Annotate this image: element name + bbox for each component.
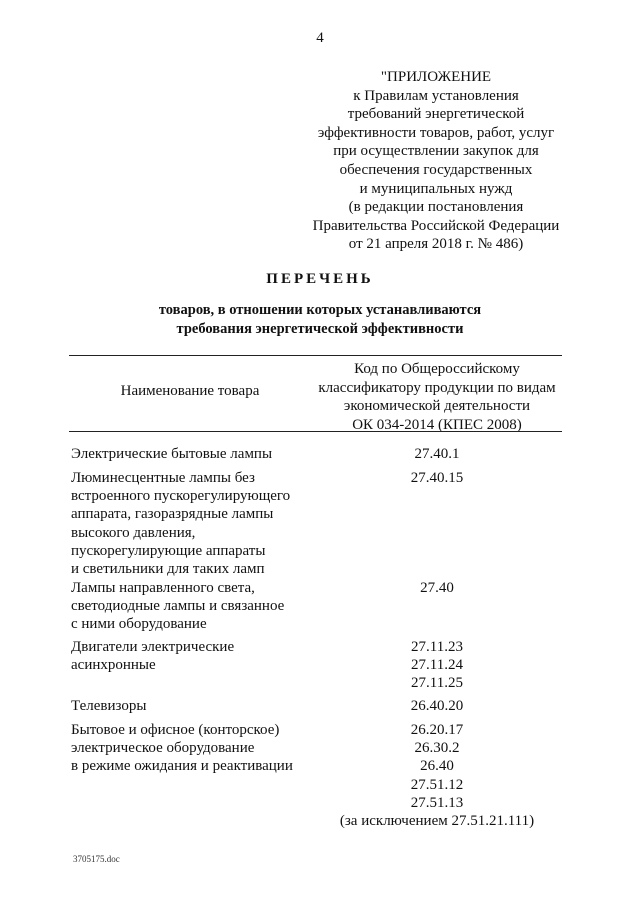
row-code: 26.40 — [420, 758, 454, 775]
column-header-code — [312, 360, 562, 434]
footer-filename: 3705175.doc — [73, 854, 120, 864]
appendix-line: Правительства Российской Федерации — [312, 217, 560, 234]
row-name-line: электрическое оборудование — [71, 740, 255, 757]
row-code: 27.51.12 — [410, 776, 464, 793]
table-row-name — [71, 697, 321, 715]
row-code: 27.51.13 — [410, 794, 464, 811]
row-code: (за исключением 27.51.21.111) — [339, 813, 535, 830]
row-code: 27.11.24 — [411, 657, 463, 674]
row-name-line: Люминесцентные лампы без — [71, 470, 255, 486]
row-name-line: светодиодные лампы и связанное — [71, 598, 285, 615]
subtitle-line: требования энергетической эффективности — [176, 320, 464, 337]
column-header-name: Наименование товара — [120, 383, 260, 399]
row-name-line: высокого давления, — [71, 524, 196, 541]
appendix-line: к Правилам установления — [353, 87, 519, 104]
subtitle-line: товаров, в отношении которых устанавливаются — [158, 302, 482, 318]
row-name-line: Бытовое и офисное (конторское) — [71, 722, 280, 738]
row-name-line: Лампы направленного света, — [71, 580, 255, 596]
appendix-line: и муниципальных нужд — [359, 180, 513, 197]
appendix-line: требований энергетической — [347, 106, 525, 123]
page-number: 4 — [316, 30, 324, 46]
table-row-codes — [312, 638, 562, 693]
row-name-line: Двигатели электрические — [71, 639, 235, 655]
row-name-line: встроенного пускорегулирующего — [71, 488, 291, 505]
appendix-line: "ПРИЛОЖЕНИЕ — [380, 69, 492, 85]
table-row-name — [71, 445, 321, 463]
document-subtitle — [0, 301, 640, 338]
table-row-codes — [312, 445, 562, 463]
appendix-line: (в редакции постановления — [348, 199, 524, 216]
table-header-rule — [69, 431, 562, 432]
appendix-line: обеспечения государственных — [339, 161, 533, 178]
row-code: 26.30.2 — [414, 740, 460, 757]
row-name-line: аппарата, газоразрядные лампы — [71, 506, 274, 523]
row-code: 26.20.17 — [410, 722, 464, 738]
column-header-code-line: ОК 034-2014 (КПЕС 2008) — [352, 416, 522, 433]
column-header-code-line: Код по Общероссийскому — [354, 361, 520, 377]
table-row-name — [71, 638, 321, 674]
table-row-name — [71, 469, 321, 578]
table-row-codes — [312, 721, 562, 830]
column-header-code-line: экономической деятельности — [343, 398, 531, 415]
appendix-header — [296, 68, 576, 254]
row-name-line: Электрические бытовые лампы — [71, 446, 273, 462]
table-row-name — [71, 579, 321, 634]
row-code: 27.40.1 — [414, 446, 460, 462]
row-name-line: Телевизоры — [71, 698, 147, 714]
row-code: 27.40 — [420, 580, 454, 596]
row-name-line: асинхронные — [71, 657, 156, 674]
table-top-rule — [69, 355, 562, 356]
row-name-line: в режиме ожидания и реактивации — [71, 758, 293, 775]
row-code: 27.11.25 — [411, 675, 463, 692]
column-header-code-line: классификатору продукции по видам — [318, 379, 556, 396]
row-name-line: и светильники для таких ламп — [71, 561, 265, 578]
appendix-line: эффективности товаров, работ, услуг — [317, 124, 555, 141]
table-row-name — [71, 721, 321, 776]
row-code: 27.11.23 — [411, 639, 463, 655]
appendix-line: при осуществлении закупок для — [333, 143, 539, 160]
appendix-line: от 21 апреля 2018 г. № 486) — [348, 236, 524, 253]
document-title: ПЕРЕЧЕНЬ — [266, 271, 374, 287]
row-name-line: пускорегулирующие аппараты — [71, 542, 266, 559]
row-code: 27.40.15 — [410, 470, 464, 486]
table-row-codes — [312, 697, 562, 715]
table-row-codes — [312, 469, 562, 487]
table-row-codes — [312, 579, 562, 597]
row-code: 26.40.20 — [410, 698, 464, 714]
row-name-line: с ними оборудование — [71, 616, 207, 633]
